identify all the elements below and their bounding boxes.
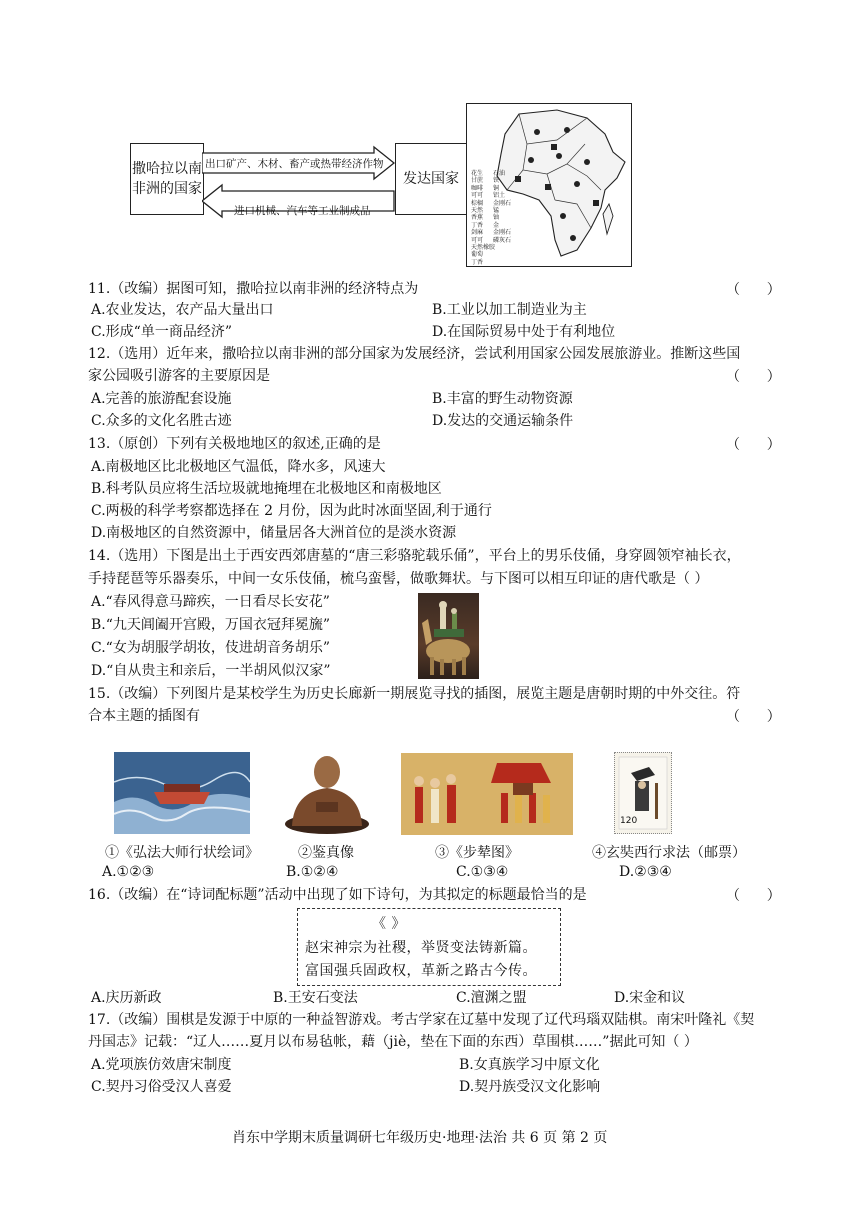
q12-stem-line2: 家公园吸引游客的主要原因是: [88, 368, 270, 384]
q16-option-b[interactable]: B.王安石变法: [273, 990, 358, 1006]
q17-stem-line1: 17.（改编）围棋是发源于中原的一种益智游戏。考古学家在辽墓中发现了辽代玛瑙双陆棋。南宋叶隆礼《契: [88, 1012, 755, 1028]
q15-caption-3: ③《步辇图》: [435, 845, 519, 861]
bunian-tu-painting-image: [401, 753, 573, 835]
q13-option-a[interactable]: A.南极地区比北极地区气温低，降水多，风速大: [91, 459, 386, 475]
q14-option-a[interactable]: A.“春风得意马蹄疾，一日看尽长安花”: [91, 594, 330, 610]
q13-answer-paren[interactable]: （ ）: [726, 437, 781, 453]
developed-countries-box: [395, 143, 467, 215]
q14-stem-line2: 手持琵琶等乐器奏乐，中间一女乐伎俑，梳乌蛮髻，做歌舞状。与下图可以相互印证的唐代歌是（ ）: [88, 571, 709, 587]
q11-stem: 11.（改编）据图可知，撒哈拉以南非洲的经济特点为: [88, 281, 419, 297]
developed-countries-label: 发达国家: [403, 171, 459, 187]
q16-stem: 16.（改编）在“诗词配标题”活动中出现了如下诗句，为其拟定的标题最恰当的是: [88, 887, 587, 903]
q15-option-c[interactable]: C.①③④: [456, 864, 509, 880]
poem-line-1: 赵宋神宗为社稷，举贤变法铸新篇。: [305, 940, 537, 956]
q12-option-a[interactable]: A.完善的旅游配套设施: [91, 391, 232, 407]
q15-option-a[interactable]: A.①②③: [102, 864, 155, 880]
q15-option-b[interactable]: B.①②④: [286, 864, 339, 880]
q11-option-a[interactable]: A.农业发达，农产品大量出口: [91, 302, 274, 318]
q16-option-d[interactable]: D.宋金和议: [614, 990, 686, 1006]
q15-answer-paren[interactable]: （ ）: [726, 709, 781, 725]
q12-answer-paren[interactable]: （ ）: [726, 369, 781, 385]
q15-stem-line1: 15.（改编）下列图片是某校学生为历史长廊新一期展览寻找的插图，展览主题是唐朝时期的中外交往。符: [88, 686, 741, 702]
africa-countries-box: [130, 143, 204, 215]
q16-answer-paren[interactable]: （ ）: [726, 888, 781, 904]
jianzhen-statue-image: [282, 748, 372, 836]
q14-option-d[interactable]: D.“自从贵主和亲后，一半胡风似汉家”: [91, 663, 331, 679]
q11-answer-paren[interactable]: （ ）: [726, 282, 781, 298]
xuanzang-stamp-image: [614, 752, 672, 834]
africa-box-line2: 非洲的国家: [132, 181, 202, 197]
q13-option-b[interactable]: B.科考队员应将生活垃圾就地掩埋在北极地区和南极地区: [91, 481, 442, 497]
q13-option-c[interactable]: C.两极的科学考察都选择在 2 月份，因为此时冰面坚固,利于通行: [91, 503, 492, 519]
import-label: 进口机械、汽车等工业制成品: [234, 205, 371, 217]
legend-col1: 花生 甘蔗 咖啡 可可 棕榈 天然 香蕉 丁香 剑麻 可可 天然橡胶 葡萄 丁香: [471, 170, 496, 266]
tang-sancai-camel-image: [418, 593, 479, 679]
stamp-value: 120: [620, 816, 638, 826]
q15-option-d[interactable]: D.②③④: [619, 864, 672, 880]
q17-stem-line2: 丹国志》记载：“辽人……夏月以布易毡帐，藉（jiè，垫在下面的东西）草围棋……”据此可知（ ）: [88, 1034, 698, 1050]
q13-stem: 13.（原创）下列有关极地地区的叙述,正确的是: [88, 436, 381, 452]
poem-line-2: 富国强兵固政权，革新之路古今传。: [305, 963, 537, 979]
africa-resource-map: [466, 103, 632, 267]
q16-option-a[interactable]: A.庆历新政: [91, 990, 162, 1006]
q17-option-b[interactable]: B.女真族学习中原文化: [459, 1057, 600, 1073]
q17-option-a[interactable]: A.党项族仿效唐宋制度: [91, 1057, 232, 1073]
q12-option-d[interactable]: D.发达的交通运输条件: [432, 413, 574, 429]
q15-stem-line2: 合本主题的插图有: [88, 708, 200, 724]
export-label: 出口矿产、木材、畜产或热带经济作物: [205, 158, 384, 170]
q12-option-b[interactable]: B.丰富的野生动物资源: [432, 391, 573, 407]
q12-option-c[interactable]: C.众多的文化名胜古迹: [91, 413, 232, 429]
q14-stem-line1: 14.（选用）下图是出土于西安西郊唐墓的“唐三彩骆驼载乐俑”，平台上的男乐伎俑，身穿圆领窄袖长衣，: [88, 548, 741, 564]
africa-box-line1: 撒哈拉以南: [132, 161, 202, 177]
q12-stem-line1: 12.（选用）近年来，撒哈拉以南非洲的部分国家为发展经济，尝试利用国家公园发展旅游业。推断这些国: [88, 346, 741, 362]
q15-caption-2: ②鉴真像: [298, 845, 354, 861]
q15-caption-1: ①《弘法大师行状绘词》: [105, 845, 259, 861]
q13-option-d[interactable]: D.南极地区的自然资源中，储量居各大洲首位的是淡水资源: [91, 525, 457, 541]
page-footer: 肖东中学期末质量调研七年级历史·地理·法治 共 6 页 第 2 页: [232, 1130, 608, 1146]
q14-option-c[interactable]: C.“女为胡服学胡妆，伎进胡音务胡乐”: [91, 640, 330, 656]
kobo-daishi-scroll-image: [114, 752, 250, 834]
legend-col2: 石油 铁 铜 铝土 金刚石 锰 铀 金 金刚石 磷灰石: [493, 170, 512, 244]
q11-option-c[interactable]: C.形成“单一商品经济”: [91, 324, 232, 340]
q17-option-d[interactable]: D.契丹族受汉文化影响: [459, 1079, 601, 1095]
q11-option-d[interactable]: D.在国际贸易中处于有利地位: [432, 324, 616, 340]
q16-option-c[interactable]: C.澶渊之盟: [456, 990, 527, 1006]
q17-option-c[interactable]: C.契丹习俗受汉人喜爱: [91, 1079, 232, 1095]
q11-option-b[interactable]: B.工业以加工制造业为主: [432, 302, 587, 318]
poem-title-brackets[interactable]: 《 》: [372, 916, 406, 932]
q14-option-b[interactable]: B.“九天阊阖开宫殿，万国衣冠拜冕旒”: [91, 617, 331, 633]
q15-caption-4: ④玄奘西行求法（邮票）: [592, 845, 746, 861]
